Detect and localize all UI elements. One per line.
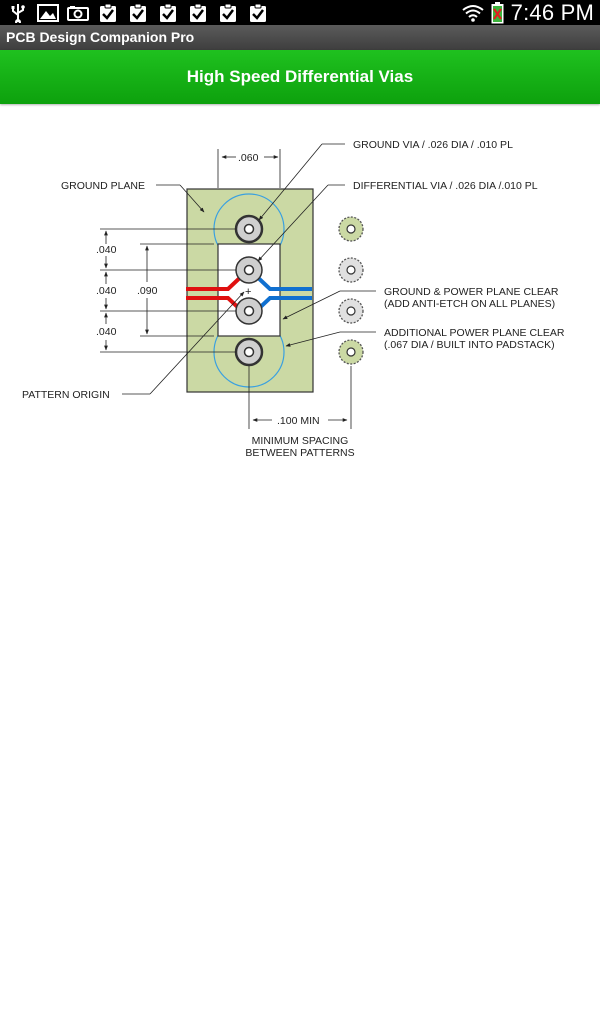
clipboard-check-icon: [96, 2, 119, 23]
label-ground-plane: GROUND PLANE: [61, 180, 146, 192]
battery-icon: [491, 2, 505, 23]
dim-pitch-3-label: .040: [96, 326, 117, 338]
adjacent-pattern-vias: [339, 217, 363, 364]
differential-via-bottom: [236, 298, 262, 324]
diagram-svg: [0, 104, 600, 474]
dim-top-width-label: .060: [238, 152, 259, 164]
wifi-icon: [462, 2, 485, 23]
page-title: High Speed Differential Vias: [186, 67, 414, 86]
camera-icon: [66, 2, 89, 23]
label-power-clear-1: ADDITIONAL POWER PLANE CLEAR: [384, 327, 565, 339]
app-title-bar: [0, 25, 600, 50]
label-plane-clear-2: (ADD ANTI-ETCH ON ALL PLANES): [384, 298, 556, 310]
label-plane-clear-1: GROUND & POWER PLANE CLEAR: [384, 286, 559, 298]
notification-icons: [6, 2, 269, 23]
dim-pitch-1-label: .040: [96, 244, 117, 256]
app-title: PCB Design Companion Pro: [6, 29, 195, 45]
label-spacing-1: MINIMUM SPACING: [251, 435, 349, 447]
clipboard-check-icon: [216, 2, 239, 23]
ground-via-top: [236, 216, 262, 242]
usb-icon: [6, 2, 29, 23]
clipboard-check-icon: [156, 2, 179, 23]
status-time: 7:46 PM: [510, 0, 594, 25]
label-spacing-2: BETWEEN PATTERNS: [245, 447, 355, 459]
gallery-icon: [36, 2, 59, 23]
clipboard-check-icon: [246, 2, 269, 23]
dim-pair-span-label: .090: [137, 285, 158, 297]
label-differential-via: DIFFERENTIAL VIA / .026 DIA /.010 PL: [353, 180, 538, 192]
label-pattern-origin: PATTERN ORIGIN: [22, 389, 110, 401]
ground-via-bottom: [236, 339, 262, 365]
label-power-clear-2: (.067 DIA / BUILT INTO PADSTACK): [384, 339, 555, 351]
differential-via-diagram: [0, 104, 600, 474]
page-header: [0, 50, 600, 104]
pattern-origin-mark: +: [245, 286, 252, 298]
clipboard-check-icon: [126, 2, 149, 23]
clipboard-check-icon: [186, 2, 209, 23]
dim-min-spacing-label: .100 MIN: [277, 415, 320, 427]
status-bar: [0, 0, 600, 25]
dim-pitch-2-label: .040: [96, 285, 117, 297]
label-ground-via: GROUND VIA / .026 DIA / .010 PL: [353, 139, 513, 151]
